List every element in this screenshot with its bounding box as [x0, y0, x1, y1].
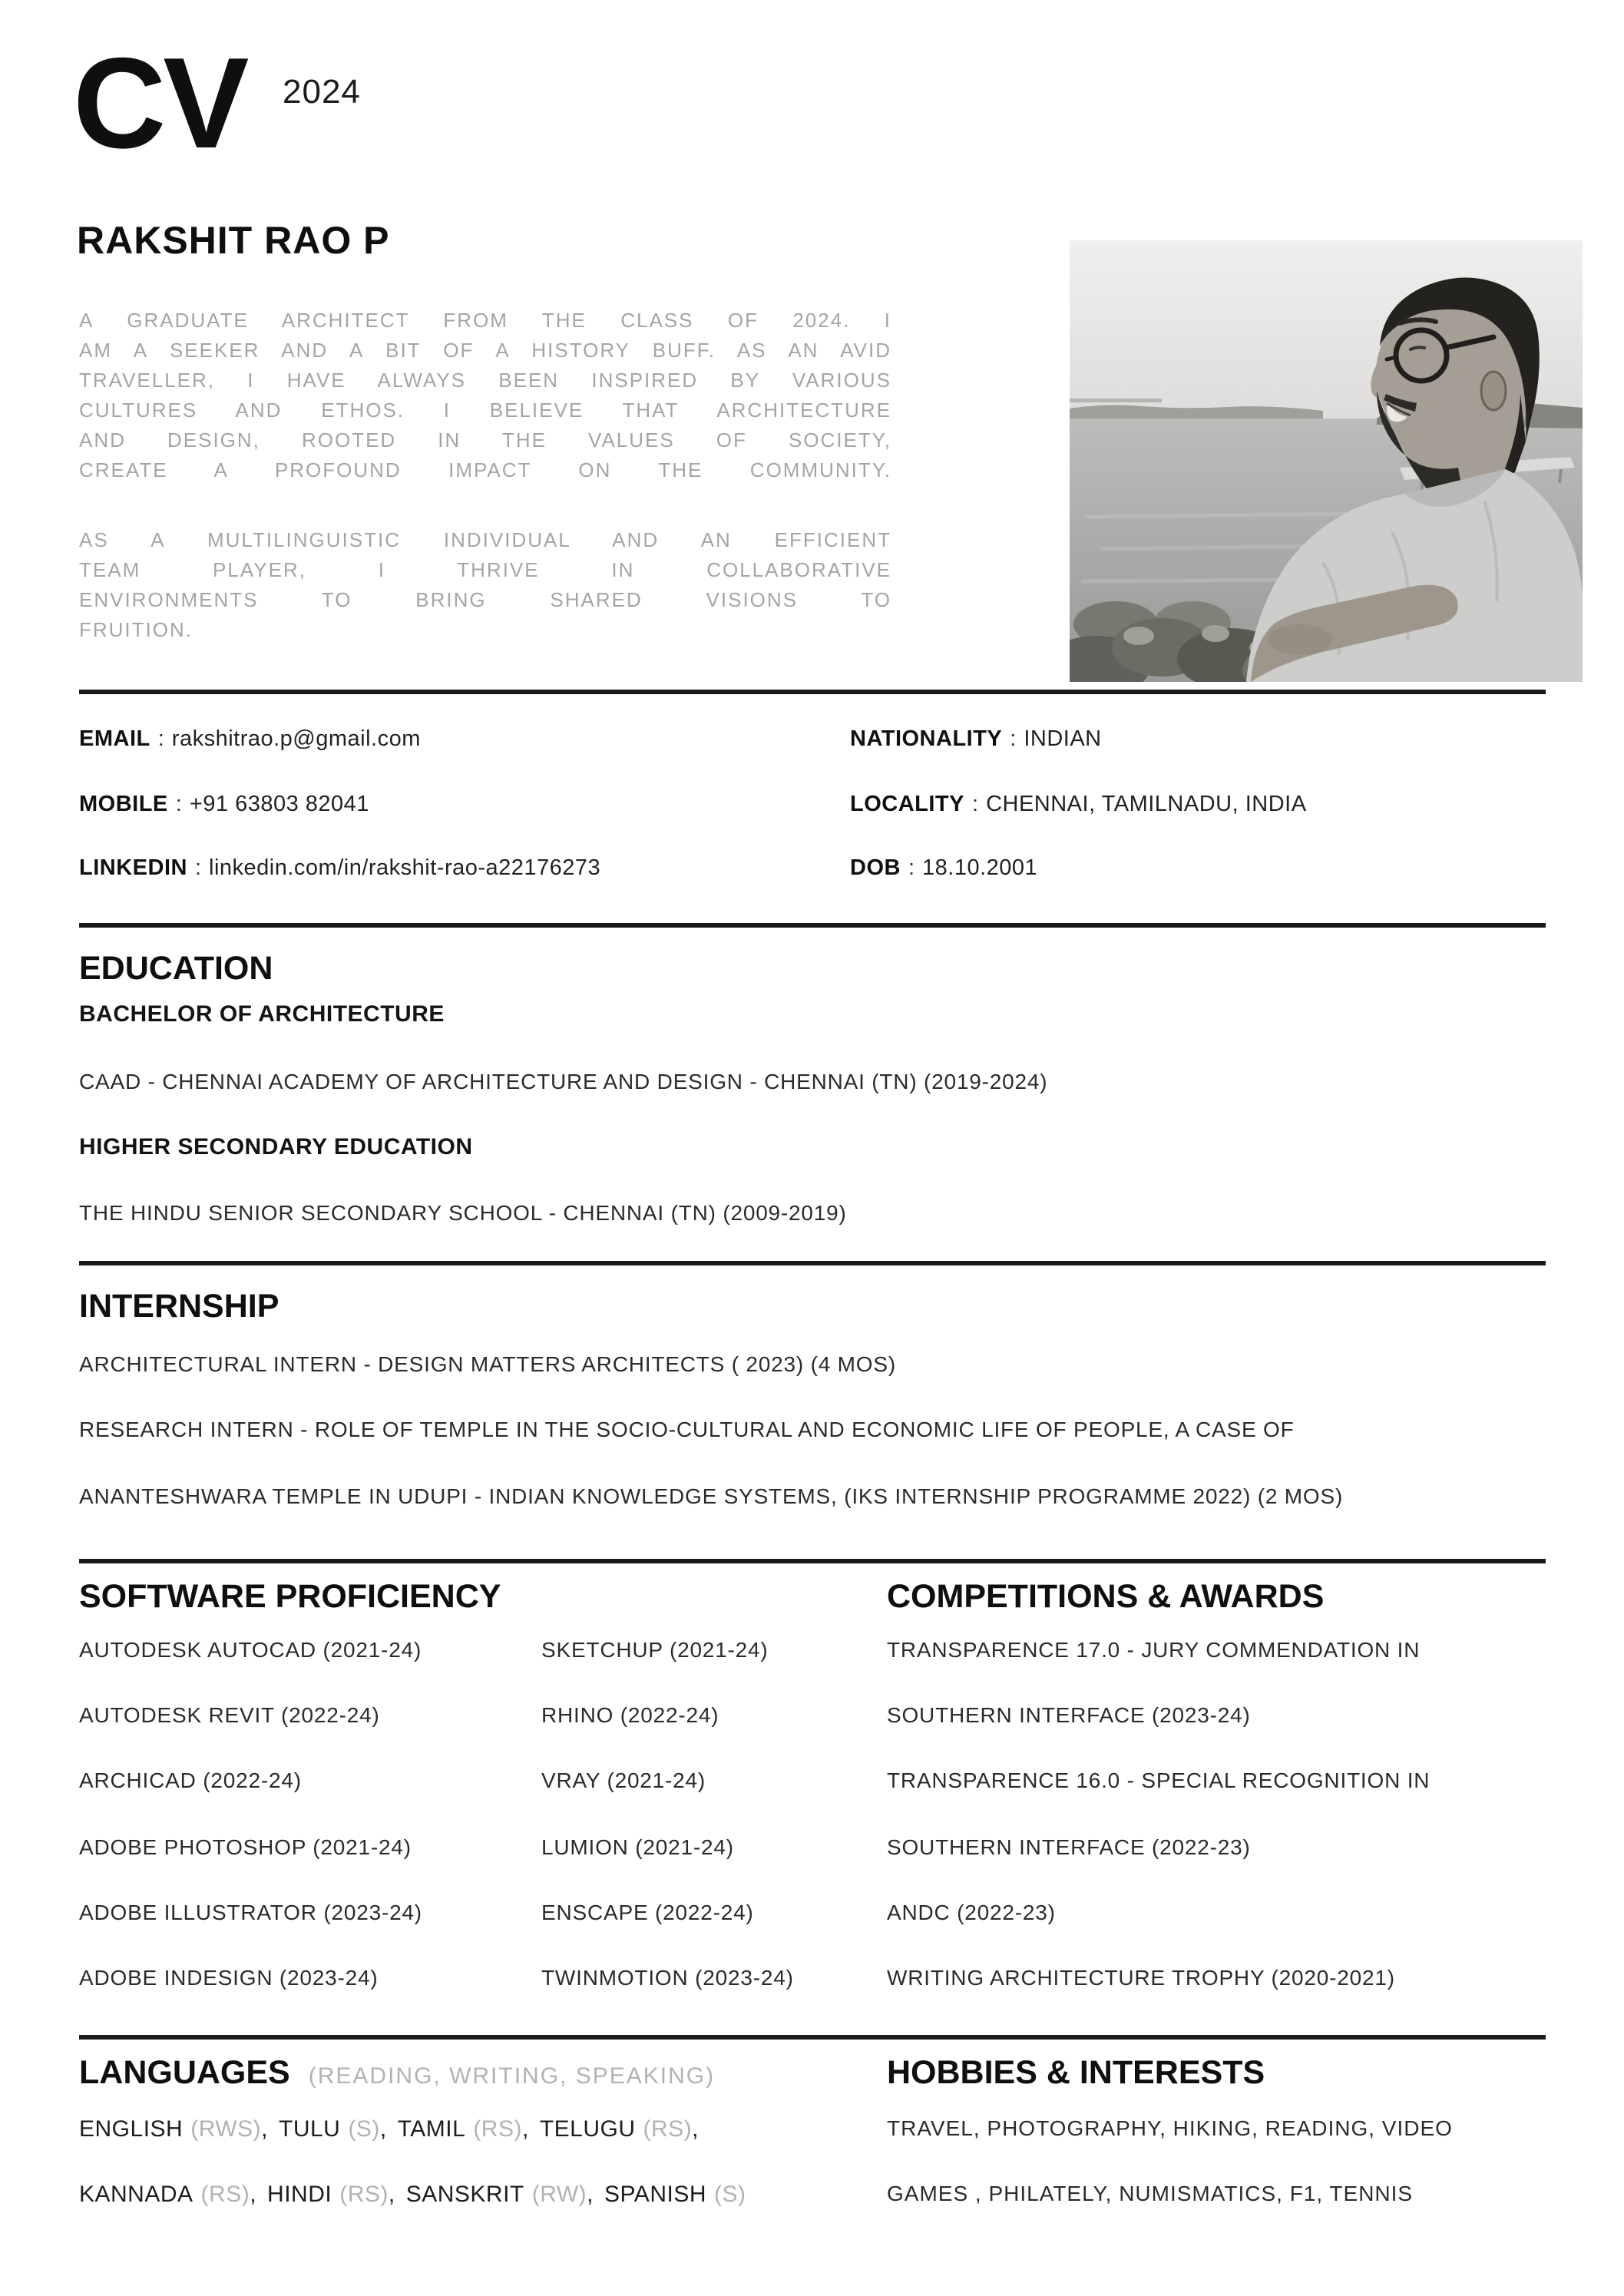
about-line: TRAVELLER, I HAVE ALWAYS BEEN INSPIRED BY VARIOUS — [79, 369, 891, 392]
software-item: ADOBE PHOTOSHOP (2021-24) — [79, 1835, 412, 1859]
languages-row-1 — [79, 2116, 709, 2143]
contact-locality — [850, 792, 1307, 817]
contact-separator: : — [1010, 726, 1017, 751]
cv-logo: CV — [73, 31, 246, 175]
language-name: TAMIL — [397, 2116, 466, 2142]
language-separator: , — [261, 2116, 268, 2142]
contact-linkedin — [79, 855, 600, 881]
language-separator: , — [587, 2182, 594, 2207]
about-line: FRUITION. — [79, 618, 193, 641]
software-item: ADOBE ILLUSTRATOR (2023-24) — [79, 1901, 422, 1924]
contact-label: DOB — [850, 855, 901, 880]
about-line: ENVIRONMENTS TO BRING SHARED VISIONS TO — [79, 588, 891, 611]
hobbies-section-title: HOBBIES & INTERESTS — [887, 2054, 1265, 2091]
competition-line: SOUTHERN INTERFACE (2023-24) — [887, 1703, 1251, 1727]
candidate-name: RAKSHIT RAO P — [77, 219, 390, 262]
language-skill-tag: (RS) — [200, 2182, 250, 2207]
languages-header — [79, 2056, 715, 2089]
software-item: ADOBE INDESIGN (2023-24) — [79, 1966, 379, 1990]
internship-line: RESEARCH INTERN - ROLE OF TEMPLE IN THE SOCIO-CULTURAL AND ECONOMIC LIFE OF PEOPLE, A CASE OF — [79, 1418, 1295, 1441]
language-separator: , — [250, 2182, 257, 2207]
divider — [79, 1559, 1546, 1563]
contact-label: EMAIL — [79, 726, 150, 751]
hobbies-line: GAMES , PHILATELY, NUMISMATICS, F1, TENNIS — [887, 2182, 1414, 2205]
about-line: AM A SEEKER AND A BIT OF A HISTORY BUFF. AS AN AVID — [79, 339, 891, 362]
languages-section-title: LANGUAGES — [79, 2054, 290, 2091]
language-skill-tag: (RS) — [473, 2116, 522, 2142]
competitions-section-title: COMPETITIONS & AWARDS — [887, 1578, 1325, 1615]
contact-separator: : — [175, 792, 182, 816]
language-skill-tag: (RS) — [643, 2116, 693, 2142]
contact-value: CHENNAI, TAMILNADU, INDIA — [986, 792, 1307, 816]
competition-line: TRANSPARENCE 16.0 - SPECIAL RECOGNITION IN — [887, 1768, 1431, 1792]
contact-separator: : — [157, 726, 164, 751]
contact-label: LOCALITY — [850, 792, 964, 816]
language-separator: , — [388, 2182, 395, 2207]
divider — [79, 923, 1546, 928]
contact-value: rakshitrao.p@gmail.com — [171, 726, 421, 751]
cv-year: 2024 — [283, 73, 361, 111]
about-line: TEAM PLAYER, I THRIVE IN COLLABORATIVE — [79, 558, 891, 581]
software-item: ENSCAPE (2022-24) — [541, 1901, 754, 1924]
person-hand — [1268, 624, 1332, 655]
languages-subtitle: (READING, WRITING, SPEAKING) — [308, 2063, 716, 2089]
education-detail: THE HINDU SENIOR SECONDARY SCHOOL - CHENNAI (TN) (2009-2019) — [79, 1201, 847, 1225]
language-name: TELUGU — [539, 2116, 636, 2142]
competition-line: TRANSPARENCE 17.0 - JURY COMMENDATION IN — [887, 1638, 1421, 1662]
competition-line: SOUTHERN INTERFACE (2022-23) — [887, 1835, 1251, 1859]
language-separator: , — [692, 2116, 699, 2142]
contact-mobile — [79, 792, 369, 817]
education-section-title: EDUCATION — [79, 950, 273, 987]
divider — [79, 1261, 1546, 1265]
language-name: HINDI — [267, 2182, 332, 2207]
contact-email — [79, 726, 421, 752]
internship-section-title: INTERNSHIP — [79, 1288, 279, 1325]
language-skill-tag: (RS) — [339, 2182, 389, 2207]
software-item: VRAY (2021-24) — [541, 1768, 706, 1792]
software-item: AUTODESK REVIT (2022-24) — [79, 1703, 380, 1727]
language-name: KANNADA — [79, 2182, 193, 2207]
language-name: ENGLISH — [79, 2116, 184, 2142]
language-name: TULU — [279, 2116, 341, 2142]
language-skill-tag: (S) — [348, 2116, 380, 2142]
about-section — [79, 306, 891, 645]
software-item: RHINO (2022-24) — [541, 1703, 719, 1727]
software-item: AUTODESK AUTOCAD (2021-24) — [79, 1638, 422, 1662]
education-detail: CAAD - CHENNAI ACADEMY OF ARCHITECTURE AND DESIGN - CHENNAI (TN) (2019-2024) — [79, 1070, 1048, 1093]
divider — [79, 2035, 1546, 2040]
competition-line: ANDC (2022-23) — [887, 1901, 1056, 1924]
about-line: A GRADUATE ARCHITECT FROM THE CLASS OF 2024. I — [79, 309, 891, 332]
language-name: SANSKRIT — [405, 2182, 524, 2207]
person-ear — [1481, 372, 1506, 410]
software-item: LUMION (2021-24) — [541, 1835, 734, 1859]
hobbies-line: TRAVEL, PHOTOGRAPHY, HIKING, READING, VIDEO — [887, 2116, 1453, 2140]
profile-photo-illustration — [1070, 240, 1583, 682]
about-line: CREATE A PROFOUND IMPACT ON THE COMMUNITY. — [79, 458, 891, 481]
competition-line: WRITING ARCHITECTURE TROPHY (2020-2021) — [887, 1966, 1395, 1990]
contact-value: +91 63803 82041 — [189, 792, 369, 816]
contact-nationality — [850, 726, 1102, 752]
profile-photo — [1070, 240, 1583, 682]
about-paragraph-1 — [79, 306, 891, 485]
language-skill-tag: (RWS) — [190, 2116, 262, 2142]
internship-line: ARCHITECTURAL INTERN - DESIGN MATTERS ARCHITECTS ( 2023) (4 MOS) — [79, 1352, 896, 1376]
software-section-title: SOFTWARE PROFICIENCY — [79, 1578, 501, 1615]
contact-label: MOBILE — [79, 792, 168, 816]
photo-bridge — [1070, 399, 1162, 402]
language-separator: , — [521, 2116, 529, 2142]
contact-separator: : — [194, 855, 202, 880]
contact-value: linkedin.com/in/rakshit-rao-a22176273 — [209, 855, 601, 880]
contact-value: INDIAN — [1024, 726, 1102, 751]
contact-value: 18.10.2001 — [922, 855, 1038, 880]
language-skill-tag: (RW) — [531, 2182, 587, 2207]
about-line: AS A MULTILINGUISTIC INDIVIDUAL AND AN EFFICIENT — [79, 528, 891, 551]
software-item: SKETCHUP (2021-24) — [541, 1638, 769, 1662]
software-item: ARCHICAD (2022-24) — [79, 1768, 302, 1792]
about-line: CULTURES AND ETHOS. I BELIEVE THAT ARCHITECTURE — [79, 399, 891, 422]
divider — [79, 690, 1546, 694]
contact-label: LINKEDIN — [79, 855, 187, 880]
contact-dob — [850, 855, 1037, 881]
language-name: SPANISH — [604, 2182, 706, 2207]
education-degree: HIGHER SECONDARY EDUCATION — [79, 1134, 473, 1160]
language-skill-tag: (S) — [714, 2182, 746, 2207]
about-line: AND DESIGN, ROOTED IN THE VALUES OF SOCIETY, — [79, 428, 891, 452]
education-degree: BACHELOR OF ARCHITECTURE — [79, 1001, 445, 1027]
internship-line: ANANTESHWARA TEMPLE IN UDUPI - INDIAN KNOWLEDGE SYSTEMS, (IKS INTERNSHIP PROGRAMME 2022) (2 MOS) — [79, 1484, 1344, 1508]
person-glasses-bridge — [1387, 357, 1397, 359]
about-paragraph-2 — [79, 525, 891, 645]
contact-separator: : — [908, 855, 915, 880]
language-separator: , — [379, 2116, 387, 2142]
contact-separator: : — [972, 792, 979, 816]
software-item: TWINMOTION (2023-24) — [541, 1966, 794, 1990]
contact-label: NATIONALITY — [850, 726, 1003, 751]
languages-row-2 — [79, 2182, 757, 2208]
